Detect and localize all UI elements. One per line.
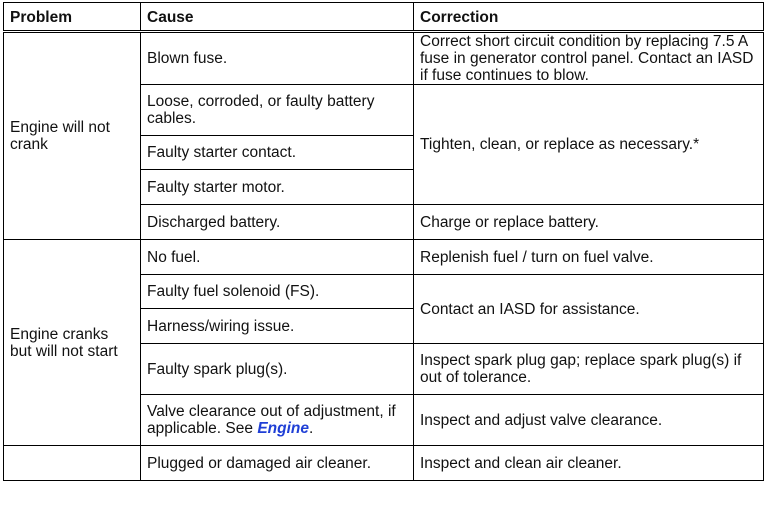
correction-cell: Charge or replace battery. (414, 205, 764, 240)
cause-cell: No fuel. (141, 240, 414, 275)
correction-cell: Inspect and clean air cleaner. (414, 446, 764, 481)
cause-cell: Plugged or damaged air cleaner. (141, 446, 414, 481)
problem-cell: Engine will not crank (4, 32, 141, 240)
correction-cell: Tighten, clean, or replace as necessary.* (414, 85, 764, 205)
troubleshooting-page (3, 2, 764, 481)
cause-column-header: Cause (141, 3, 414, 32)
problem-cell (4, 446, 141, 481)
table-row (4, 32, 764, 85)
correction-cell: Replenish fuel / turn on fuel valve. (414, 240, 764, 275)
correction-cell: Contact an IASD for assistance. (414, 275, 764, 344)
cause-cell: Blown fuse. (141, 32, 414, 85)
cause-cell: Discharged battery. (141, 205, 414, 240)
correction-column-header: Correction (414, 3, 764, 32)
header-row (4, 3, 764, 32)
cause-cell: Loose, corroded, or faulty battery cables. (141, 85, 414, 136)
troubleshooting-table (3, 2, 764, 481)
correction-cell: Inspect and adjust valve clearance. (414, 395, 764, 446)
cause-text: Valve clearance out of adjustment, if applicable. See (147, 403, 396, 437)
correction-cell: Inspect spark plug gap; replace spark plug(s) if out of tolerance. (414, 344, 764, 395)
correction-cell: Correct short circuit condition by replacing 7.5 A fuse in generator control panel. Contact an IASD if fuse continues to blow. (414, 32, 764, 85)
problem-cell: Engine cranks but will not start (4, 240, 141, 446)
cause-cell: Harness/wiring issue. (141, 309, 414, 344)
cause-cell: Faulty starter contact. (141, 136, 414, 170)
problem-column-header: Problem (4, 3, 141, 32)
cause-cell: Faulty starter motor. (141, 170, 414, 205)
cause-cell: Faulty spark plug(s). (141, 344, 414, 395)
cause-text-end: . (308, 420, 314, 437)
cause-cell (141, 395, 414, 446)
engine-link[interactable]: Engine (257, 420, 309, 437)
table-row (4, 240, 764, 275)
table-row (4, 446, 764, 481)
cause-cell: Faulty fuel solenoid (FS). (141, 275, 414, 309)
